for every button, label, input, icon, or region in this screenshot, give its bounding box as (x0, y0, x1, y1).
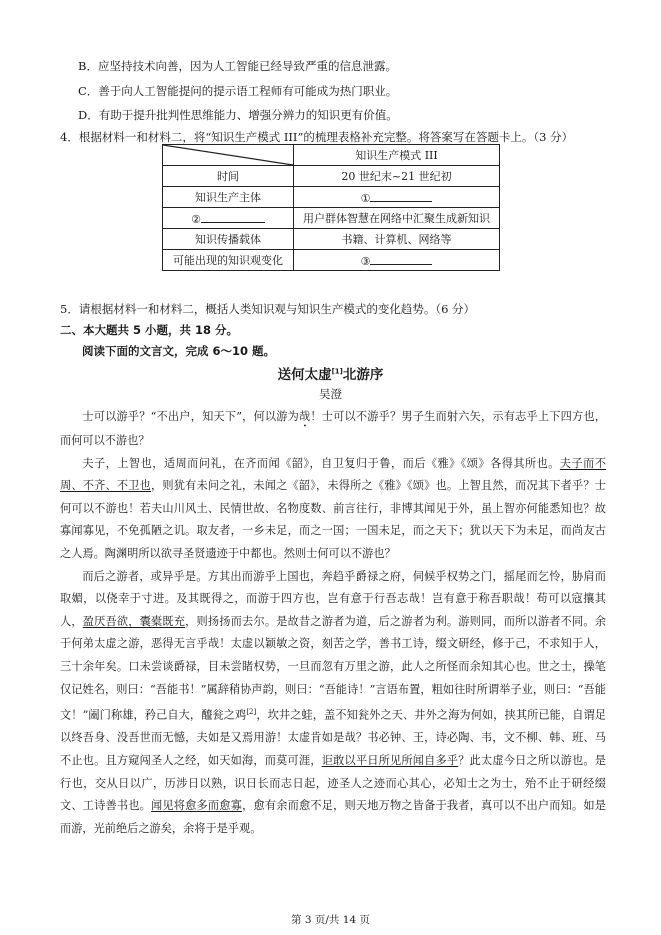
title-text: 送何太虚 (277, 367, 332, 383)
header-cell: 知识生产模式 III (294, 145, 500, 166)
question-4: 4．根据材料一和材料二，将“知识生产模式 III”的梳理表格补充完整。将答案写在答题卡上。（3 分） (60, 130, 574, 144)
blank-line (370, 189, 432, 202)
table-row (163, 208, 500, 229)
question-5: 5．请根据材料一和材料二，概括人类知识观与知识生产模式的变化趋势。（6 分） (60, 302, 476, 316)
blank-number: ③ (360, 255, 371, 268)
table-row (163, 250, 500, 271)
essay-title (0, 363, 661, 383)
text: 士可以游乎？“不出户，知天下”，何以游为 (82, 410, 299, 423)
paragraph-2 (60, 453, 606, 566)
row-label: 时间 (163, 166, 294, 187)
text: 而后之游者，或异乎是。方其出而游乎上国也，奔趋乎爵禄之府，伺候乎权势之门，摇尾而乞怜，胁肩而取媚，以侥幸于寸进。及其既得之，而游于四方也，岂有意于行吾志哉！岂有意于称吾职哉！苟可以寇攘其人， (60, 569, 606, 628)
diagonal-header-cell (163, 145, 294, 166)
essay-body (60, 406, 606, 840)
row-label: 知识传播载体 (163, 229, 294, 250)
option-b: B．应坚持技术向善，因为人工智能已经导致严重的信息泄露。 (78, 59, 397, 73)
answer-blank-2[interactable] (163, 208, 294, 229)
section-heading: 二、本大题共 5 小题，共 18 分。 (60, 323, 239, 337)
row-label: 知识生产主体 (163, 187, 294, 208)
table-row (163, 166, 500, 187)
table-row (163, 145, 500, 166)
text: ，愈有余而愈不足，则天地万物之皆备于我者，真可以不出户而知。如是而游，光前绝后之游矣，余将于是乎观。 (60, 799, 606, 835)
row-value: 20 世纪末~21 世纪初 (294, 166, 500, 187)
underlined-sentence: 闻见将愈多而愈寡 (151, 799, 243, 813)
answer-blank-1[interactable] (294, 187, 500, 208)
option-c: C．善于向人工智能提问的提示语工程师有可能成为热门职业。 (78, 84, 398, 98)
row-value: 用户群体智慧在网络中汇聚生成新知识 (294, 208, 500, 229)
underlined-phrase: 盈厌吾欲，囊橐既充 (82, 614, 186, 628)
row-label: 可能出现的知识观变化 (163, 250, 294, 271)
text: ！士可以不游乎？男子生而射六矢，示有志乎上下四方也，而何可以不游也？ (60, 410, 606, 447)
text: ？此太虚今日之所以游也。是行也，交从日以广，历涉日以熟，识日长而志日起，迹圣人之迹而心其心，必知士之为士，殆不止于研经缀文、工诗善书也。 (60, 754, 606, 813)
table-row (163, 229, 500, 250)
essay-author: 吴澄 (319, 387, 342, 401)
underlined-sentence: 讵敢以平日所见所闻自多乎 (321, 754, 459, 768)
footnote-ref: [2] (246, 708, 257, 717)
paragraph-3 (60, 566, 606, 841)
blank-line (201, 210, 265, 223)
underlined-sentence: 夫子而不周、不齐、不卫也 (60, 456, 606, 493)
option-d: D．有助于提升批判性思维能力、增强分辨力的知识更有价值。 (78, 108, 398, 122)
text: 夫子，上智也，适周而问礼，在齐而闻《韶》，自卫复归于鲁，而后《雅》《颂》各得其所也。 (82, 456, 560, 470)
page-number: 第 3 页/共 14 页 (291, 914, 370, 926)
blank-line (370, 252, 432, 265)
emphasis-text: 哉 (298, 410, 311, 423)
table-row (163, 187, 500, 208)
blank-number: ① (360, 192, 371, 205)
row-value: 书籍、计算机、网络等 (294, 229, 500, 250)
answer-blank-3[interactable] (294, 250, 500, 271)
text: ，则扬扬而去尔。是故昔之游者为道，后之游者为利。游则同，而所以游者不同。余于何弟太虚之游，恶得无言乎哉！太虚以颖敏之资，刻苦之学，善书工诗，缀文研经，修于己，不求知于人，三十余年矣。口未尝谈爵禄，目未尝睹权势，一旦而忽有万里之游，此人之所怪而余知其心也。世之士，操笔仅记姓名，则曰：“吾能书！”属辞稍协声韵，则曰：“吾能诗！”言语布置，粗如往时所谓举子业，则曰：“吾能文！”阖门称雄，矜己自大，醯瓮之鸡 (60, 614, 606, 722)
blank-number: ② (191, 213, 201, 226)
text: ，则犹有未问之礼，未闻之《韶》，未得所之《雅》《颂》也。上智且然，而况其下者乎？士何可以不游也！若夫山川风土、民情世故、名物度数、前言往行，非博其闻见于外，虽上智亦何能悉知也？故寡闻寡见，不免孤陋之讥。取友者，一乡未足，而之一国；一国未足，而之天下；犹以天下为未足，而尚友古之人焉。陶渊明所以欲寻圣贤遗迹于中都也。然则士何可以不游也？ (60, 479, 606, 560)
paragraph-1 (60, 406, 606, 453)
title-text: 北游序 (342, 367, 384, 383)
text: ，坎井之蛙，盖不知瓮外之天、井外之海为何如，挟其所已能，自谓足以终吾身、没吾世而无憾，夫如是又焉用游！太虚肯如是哉？书必钟、王，诗必陶、韦，文不柳、韩、班、马不止也。且方窥闯圣人之经，如天如海，而莫可涯， (60, 708, 606, 768)
knowledge-mode-table (162, 144, 500, 271)
diagonal-line-icon (163, 145, 293, 165)
footnote-ref: [1] (331, 367, 343, 376)
reading-instruction: 阅读下面的文言文，完成 6～10 题。 (82, 344, 276, 358)
